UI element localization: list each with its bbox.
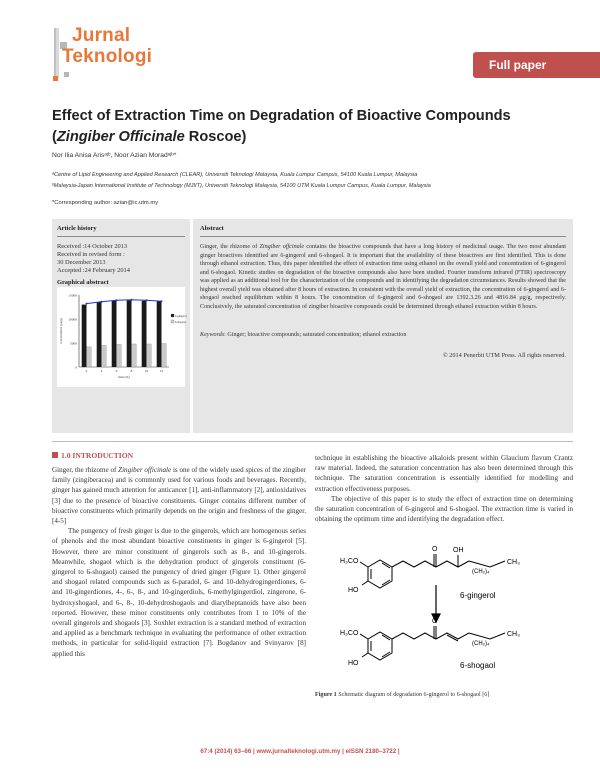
chart-line-point xyxy=(131,299,133,301)
chart-line-point xyxy=(101,301,103,303)
copyright: © 2014 Penerbit UTM Press. All rights reserved. xyxy=(442,352,566,359)
chart-x-tick-label: 6 xyxy=(115,369,118,373)
chart-bar-shogaol xyxy=(102,345,107,367)
affiliation-b: ᵇMalaysia-Japan International Institute of Technology (MJIIT), Universiti Teknologi Malaysia, 54100 UTM Kuala Lumpur Campus, Kuala Lumpur, Malaysia xyxy=(52,183,431,189)
history-line: 30 December 2013 xyxy=(57,259,106,266)
shogaol-o: O xyxy=(432,618,438,625)
chart-bar-gingerol xyxy=(142,301,147,367)
shogaol-ch3: CH₃ xyxy=(507,631,520,638)
chart-bar-gingerol xyxy=(157,301,162,367)
article-history-heading: Article history xyxy=(57,225,185,237)
journal-name-line2: Teknologi xyxy=(62,46,153,67)
chart-line-point xyxy=(146,299,148,301)
journal-logo xyxy=(52,22,162,82)
chart-line-point xyxy=(161,300,163,302)
shogaol-h3co: H₃CO xyxy=(340,630,359,637)
abstract-text: Ginger, the rhizome of Zingiber offcinale contains the bioactive compounds that have a long history of medicinal usage. The two most abundant ginger bioactives identified are 6-gingerol and 6-shogaol. It is important that the availability of these bioactives are first identified. This is done through ethanol extraction. Thus, this paper identified the effect of extraction time using ethanol on the overall yield and concentration of 6-gingerol and 6-shogaol. Kinetic studies on degradation of the bioactive compounds also have been studied. Fourier transform infrared (FTIR) spectroscopy was applied as an additional tool for the characterization of the compounds and in identifying the degradation circumstances. Results showed that the highest overall yield was obtained after 8 hours of extraction. In consistent with the overall yield of extraction, the concentration of 6-gingerol and 6-shogaol reached equilibrium within 8 hours. The concentration of 6-gingerol and 6-shogaol are 1392.3.26 and 4816.84 µg/g, respectively. Conclusively, the saturated concentration of zingiber bioactive compounds could be determined through ethanol extraction within 8 hours. xyxy=(200,244,566,310)
shogaol-ho: HO xyxy=(348,660,359,667)
chart-x-tick-label: 4 xyxy=(100,369,103,373)
affiliation-a: ᵃCentre of Lipid Engineering and Applied Research (CLEAR), Universiti Teknologi Malaysia, Kuala Lumpur Campus, 54100 Kuala Lumpur, Malaysia xyxy=(52,172,418,178)
intro-right-column xyxy=(315,453,573,524)
chart-legend-swatch xyxy=(171,314,174,317)
chart-bar-gingerol xyxy=(127,300,132,367)
chart-bar-shogaol xyxy=(117,344,122,367)
corresponding-author: *Corresponding author: azian@ic.utm.my xyxy=(52,200,159,206)
gingerol-ho: HO xyxy=(348,587,359,594)
gingerol-oh: OH xyxy=(453,547,464,554)
chart-bar-gingerol xyxy=(82,305,87,367)
chart-y-tick-label: 10000 xyxy=(68,317,77,322)
chart-legend-label: 6-shogaol xyxy=(175,321,187,324)
paragraph: The objective of this paper is to study the effect of extraction time on determining the saturation concentration of 6-gingerol and 6-shogaol. The extraction time is varied in obtaining the optimum time and identifying the degradation effect. xyxy=(315,494,573,524)
chart-bar-shogaol xyxy=(147,344,152,367)
degradation-arrow xyxy=(432,585,440,622)
chart-bar-shogaol xyxy=(162,343,167,367)
keywords: Keywords: Ginger; bioactive compounds; saturated concentration; ethanol extraction xyxy=(200,332,407,338)
gingerol-label: 6-gingerol xyxy=(460,591,496,600)
paper-title: Effect of Extraction Time on Degradation of Bioactive Compounds (Zingiber Officinale Roscoe) xyxy=(52,108,511,145)
chart-y-tick-label: 0 xyxy=(75,365,77,370)
abstract-box xyxy=(193,219,573,323)
chart-legend-swatch xyxy=(171,320,174,323)
paragraph: The pungency of fresh ginger is due to the gingerols, which are homogenous series of phenols and the most abundant bioactive constituents in ginger is 6-gingerol [5]. However, there are minor constituent of gingerols such as 8-, and 10-gingerols. Meanwhile, shogaol which is the dehydration product of gingerols constituent (6-gingerol to 6-shogaol) caused the pungency of dried ginger (Figure 1). Other gingerol and shogaol related compounds such as 6-paradol, 6- and 10-dehydrogingerdiones, 6- and 10-gingerdiones, 4-, 6-, 8-, and 10-gingerdiols, 6-methylgingerdiol, zingerone, 6-hydroxyshogaol, and 6-, 8-, 10-dehydroshogaols and diarylheptanoids have also been reported. However, these minor constituents only contributes from 1 to 10% of the overall gingerols and shogaols [3]. Soxhlet extraction is a standard method of extraction and applied as a benchmark technique in evaluating the performance of other extraction methods, in particular for solid-liquid extraction [7]. Bogdanov and Svinyarov [8] applied this xyxy=(52,527,306,658)
full-paper-badge: Full paper xyxy=(473,52,600,78)
gingerol-h3co: H₃CO xyxy=(340,558,359,565)
history-line: Received :14 October 2013 xyxy=(57,243,128,250)
chart-line-point xyxy=(116,299,118,301)
section-divider xyxy=(52,441,573,442)
chart-x-label: time (h) xyxy=(118,375,130,379)
chart-background xyxy=(57,287,185,387)
figure-caption: Figure 1 Schematic diagram of degradation 6-gingerol to 6-shogaol [6] xyxy=(315,692,490,698)
chart-x-tick-label: 10 xyxy=(144,369,149,373)
chart-bar-shogaol xyxy=(87,347,92,367)
gingerol-ch3: CH₃ xyxy=(507,559,520,566)
gingerol-o: O xyxy=(432,546,438,553)
chart-legend-label: 6-gingerol xyxy=(175,315,187,318)
section-heading: 1.0 INTRODUCTION xyxy=(52,451,133,460)
graphical-abstract-chart xyxy=(57,287,185,387)
chart-y-label: concentration (µg/g) xyxy=(59,317,63,345)
chart-y-tick-label: 15000 xyxy=(68,293,77,298)
history-line: Accepted :24 February 2014 xyxy=(57,267,130,274)
chart-line-point xyxy=(86,303,88,305)
history-line: Received in revised form : xyxy=(57,251,125,258)
journal-name-line1: Jurnal xyxy=(72,25,131,46)
paragraph: technique in establishing the bioactive alkaloids present within Glaucium flavum Crantz raw material. Indeed, the saturation concentration has also been determined through this technique. The saturation concentration is essentially identified for modelling and extraction effectiveness purposes. xyxy=(315,454,573,493)
paragraph: Ginger, the rhizome of Zingiber officinale is one of the widely used spices of the zingiber family (zingiberacea) and is commonly used for various foods and beverages. Recently, ginger has gained much attention for anticancer [1], anti-inflammatory [2], antioxidatives [3] due to the presence of bioactive constituents. Ginger contains different number of bioactive constituents which primarily depends on the origin and freshness of the ginger. [4-5] xyxy=(52,466,306,526)
chart-x-tick-label: 8 xyxy=(130,369,133,373)
chart-y-tick-label: 5000 xyxy=(70,341,77,346)
chart-bar-gingerol xyxy=(97,302,102,367)
degradation-scheme xyxy=(340,540,560,670)
page-footer: 67:4 (2014) 63–66 | www.jurnalteknologi.utm.my | eISSN 2180–3722 | xyxy=(200,748,400,755)
gingerol-ch2n: (CH₂)₄ xyxy=(472,569,490,575)
chart-bar-shogaol xyxy=(132,344,137,367)
chart-bar-gingerol xyxy=(112,301,117,367)
graphical-abstract-heading: Graphical abstract xyxy=(57,279,109,286)
authors: Nor Ilia Anisa Arisᵃʲᵇ, Noor Azian Moradᵃʲᵇ* xyxy=(52,152,177,159)
chart-x-tick-label: 2 xyxy=(85,369,88,373)
abstract-heading: Abstract xyxy=(200,225,566,237)
intro-left-column xyxy=(52,465,306,659)
shogaol-ch2n: (CH₂)₄ xyxy=(472,641,490,647)
shogaol-label: 6-shogaol xyxy=(460,661,496,670)
chart-x-tick-label: 12 xyxy=(159,369,164,373)
